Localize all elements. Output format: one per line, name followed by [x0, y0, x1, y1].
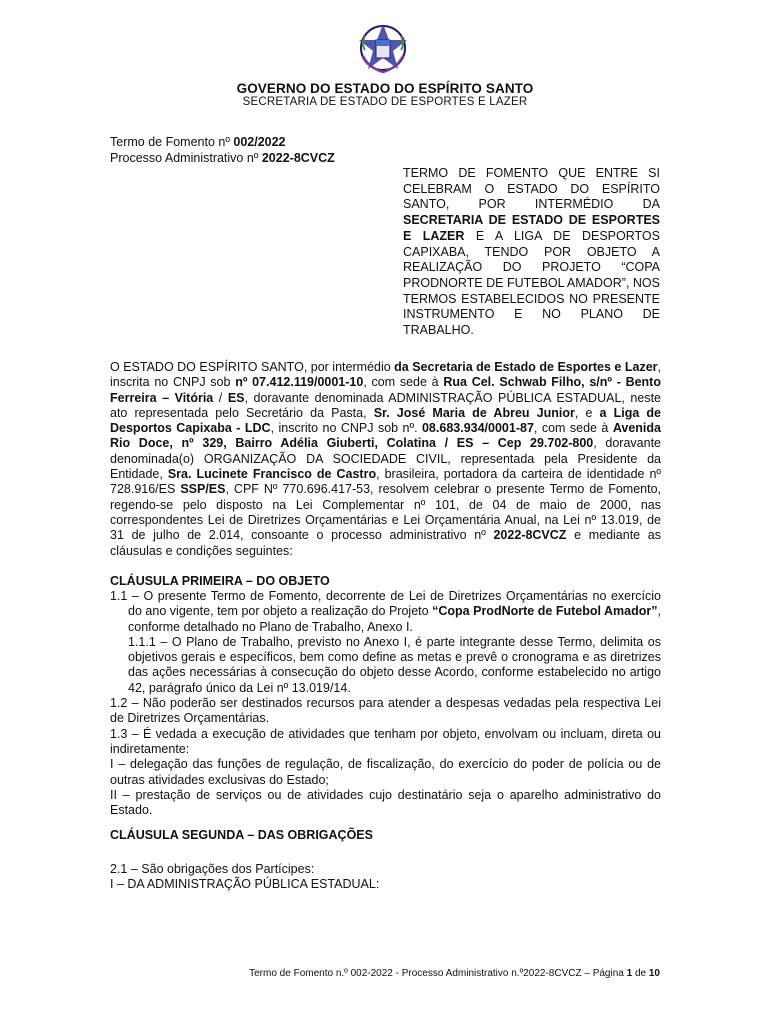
preamble-text: , brasileira, portadora da carteira de identidade nº 728.916/ES [110, 467, 661, 497]
preamble-text: , inscrito no CNPJ sob nº. [270, 421, 422, 436]
preamble-bold: Sra. Lucinete Francisco de Castro [167, 467, 377, 482]
footer-page-total: 10 [648, 968, 660, 979]
item-2-1-i: I – DA ADMINISTRAÇÃO PÚBLICA ESTADUAL: [110, 877, 380, 892]
ementa [403, 166, 660, 339]
item-1-2: 1.2 – Não poderão ser destinados recursos para atender a despesas vedadas pela respectiva Lei de Diretrizes Orçamentárias. [110, 696, 661, 726]
processo-label: Processo Administrativo nº [110, 151, 262, 165]
preamble-text: , com sede à [533, 421, 613, 436]
clause-1-body [110, 589, 661, 818]
preamble-text: , inscrita no CNPJ sob [110, 360, 661, 390]
preamble-bold: da Secretaria de Estado de Esportes e Lazer [394, 360, 658, 374]
preamble-text: e mediante as cláusulas e condições seguintes: [110, 528, 661, 558]
termo-label: Termo de Fomento nº [110, 135, 234, 149]
preamble-text: O ESTADO DO ESPÍRITO SANTO, por intermédio [110, 360, 395, 374]
government-title: GOVERNO DO ESTADO DO ESPÍRITO SANTO [236, 81, 534, 96]
preamble-text: , doravante denominada ADMINISTRAÇÃO PÚBLICA ESTADUAL, neste ato representada pelo Secretário da Pasta, [110, 390, 661, 420]
termo-line [110, 135, 286, 149]
page-footer [249, 968, 660, 979]
preamble-bold: a Liga de Desportos Capixaba - LDC [110, 405, 662, 436]
item-1-3-ii: II – prestação de serviços ou de atividades cujo destinatário seja o aparelho administrativo do Estado. [110, 787, 661, 818]
secretariat-subtitle: SECRETARIA DE ESTADO DE ESPORTES E LAZER [242, 96, 528, 108]
footer-of: de [632, 968, 649, 979]
processo-number: 2022-8CVCZ [261, 151, 335, 165]
preamble-text: , com sede à [363, 375, 444, 390]
termo-number: 002/2022 [233, 135, 286, 149]
preamble-bold: 08.683.934/0001-87 [421, 421, 534, 436]
preamble-bold: Avenida Rio Doce, nº 329, Bairro Adélia Giuberti, Colatina / ES – Cep 29.702-800 [110, 421, 661, 451]
preamble-bold: Rua Cel. Schwab Filho, s/nº - Bento Ferreira – Vitória [110, 375, 661, 405]
project-name: “Copa ProdNorte de Futebol Amador” [432, 604, 658, 619]
footer-page-number: 1 [626, 968, 633, 979]
footer-text: Termo de Fomento n.º 002-2022 - Processo Administrativo n.º2022-8CVCZ – Página [249, 968, 627, 979]
ementa-text-2: E A LIGA DE DESPORTOS CAPIXABA, TENDO POR OBJETO A REALIZAÇÃO DO PROJETO “COPA PRODNORTE DE FUTEBOL AMADOR”, NOS TERMOS ESTABELECIDOS NO PRESENTE INSTRUMENTO E NO PLANO DE TRABALHO. [403, 228, 660, 338]
preamble-bold: 2022-8CVCZ [493, 528, 567, 543]
item-2-1: 2.1 – São obrigações dos Partícipes: [110, 862, 315, 876]
preamble-paragraph [110, 360, 661, 559]
preamble-text: , doravante denominada(o) ORGANIZAÇÃO DA SOCIEDADE CIVIL, representada pela Presidente da Entidade, [110, 436, 661, 482]
processo-line [110, 151, 335, 165]
preamble-bold: ES [227, 390, 245, 405]
item-1-1-text: , conforme detalhado no Plano de Trabalho, Anexo I. [128, 604, 661, 634]
ementa-secretaria: SECRETARIA DE ESTADO DE ESPORTES E LAZER [403, 213, 660, 243]
item-1-3: 1.3 – É vedada a execução de atividades que tenham por objeto, envolvam ou incluam, direta ou indiretamente: [110, 726, 661, 756]
item-1-1-text: 1.1 – O presente Termo de Fomento, decorrente de Lei de Diretrizes Orçamentárias no exercício do ano vigente, tem por objeto a realização do Projeto [110, 589, 661, 619]
item-1-3-i: I – delegação das funções de regulação, de fiscalização, do exercício do poder de polícia ou de outras atividades exclusivas do Estado; [110, 757, 661, 787]
preamble-text: / [213, 390, 228, 405]
clause-2-body [110, 862, 661, 893]
preamble-bold: Sr. José Maria de Abreu Junior [373, 405, 575, 420]
item-1-1 [110, 589, 661, 635]
ementa-text-1: TERMO DE FOMENTO QUE ENTRE SI CELEBRAM O ESTADO DO ESPÍRITO SANTO, POR INTERMÉDIO DA [403, 166, 660, 212]
clause-1-title: CLÁUSULA PRIMEIRA – DO OBJETO [110, 574, 330, 588]
item-1-1-1: 1.1.1 – O Plano de Trabalho, previsto no Anexo I, é parte integrante desse Termo, delimita os objetivos gerais e específicos, bem como define as metas e prevê o cronograma e as diretrizes das ações necessárias à consecução do objeto desse Acordo, conforme estabelecido no artigo 42, parágrafo único da Lei nº 13.019/14. [128, 634, 661, 695]
preamble-text: , e [574, 405, 600, 420]
preamble-bold: SSP/ES [180, 482, 226, 497]
coat-of-arms-icon [355, 20, 411, 76]
preamble-text: , CPF Nº 770.696.417-53, resolvem celebrar o presente Termo de Fomento, regendo-se pelo disposto na Lei Complementar nº 101, de 04 de maio de 2000, nas correspondentes Lei de Diretrizes Orçamentárias e Lei Orçamentária Anual, na Lei nº 13.019, de 31 de julho de 2.014, consoante o processo administrativo nº [110, 482, 661, 543]
clause-2-title: CLÁUSULA SEGUNDA – DAS OBRIGAÇÕES [110, 828, 373, 842]
preamble-bold: nº 07.412.119/0001-10 [235, 375, 364, 390]
